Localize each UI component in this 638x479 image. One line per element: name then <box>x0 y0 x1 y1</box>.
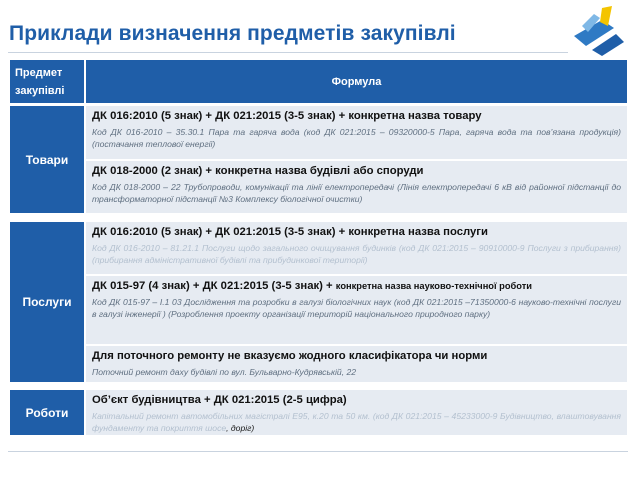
header-formula: Формула <box>86 60 627 103</box>
services-item-3 <box>86 346 627 382</box>
services-item-1-heading: ДК 016:2010 (5 знак) + ДК 021:2015 (3-5 знак) + конкретна назва послуги <box>92 226 488 238</box>
footer-divider <box>8 451 628 452</box>
goods-item-1 <box>86 106 627 159</box>
goods-label: Товари <box>10 106 84 213</box>
services-item-2-heading-tail: конкретна назва науково-технічної роботи <box>335 281 532 291</box>
page-title: Приклади визначення предметів закупівлі <box>9 22 456 45</box>
header-subject: Предмет закупівлі <box>10 60 84 103</box>
services-item-1-example: Код ДК 016-2010 – 81.21.1 Послуги щодо загального очищування будинків (код ДК 021:2015 – 90910000-9 Послуги з прибирання) (прибирання адміністративної будівлі та прибудинкової території) <box>92 243 621 265</box>
services-item-2-heading <box>92 279 621 294</box>
works-label: Роботи <box>10 390 84 435</box>
services-item-2-heading-main: ДК 015-97 (4 знак) + ДК 021:2015 (3-5 знак) + <box>92 280 333 292</box>
works-item <box>86 390 627 435</box>
services-item-1 <box>86 222 627 274</box>
goods-item-2-example: Код ДК 018-2000 – 22 Трубопроводи, комунікації та лінії електропередачі (Лінія електропередачі 6 кВ від районної підстанції до трансформаторної підстанції №3 Комплексу біологічної очистки) <box>92 182 621 204</box>
prozorro-logo-icon <box>572 6 626 56</box>
services-item-2-example: Код ДК 015-97 – І.1 03 Дослідження та розробки в галузі біологічних наук (код ДК 021:2015 –71350000-6 науково-технічні послуги в галузі інженерії ) (Розроблення проекту організації територій національного природного парку) <box>92 297 621 319</box>
works-example-tail: , доріг) <box>226 423 255 433</box>
goods-item-2-heading: ДК 018-2000 (2 знак) + конкретна назва будівлі або споруди <box>92 165 424 177</box>
services-item-2 <box>86 276 627 344</box>
works-heading: Об’єкт будівництва + ДК 021:2015 (2-5 цифра) <box>92 394 347 406</box>
goods-item-1-heading: ДК 016:2010 (5 знак) + ДК 021:2015 (3-5 знак) + конкретна назва товару <box>92 110 482 122</box>
goods-item-1-example: Код ДК 016-2010 – 35.30.1 Пара та гаряча вода (код ДК 021:2015 – 09320000-5 Пара, гаряча вода та пов’язана продукція) (постачання теплової енергії) <box>92 127 621 149</box>
services-label: Послуги <box>10 222 84 382</box>
title-divider <box>8 52 568 53</box>
services-item-3-example: Поточний ремонт даху будівлі по вул. Бульварно-Кудрявській, 22 <box>92 367 357 377</box>
goods-item-2 <box>86 161 627 213</box>
services-item-3-heading: Для поточного ремонту не вказуємо жодного класифікатора чи норми <box>92 350 488 362</box>
works-example <box>92 410 621 434</box>
works-example-main: Капітальний ремонт автомобільних магістралі Е95, к.20 та 50 км. (код ДК 021:2015 – 45233000-9 Будівництво, влаштовування фундаменту та покриття шосе <box>92 411 621 433</box>
